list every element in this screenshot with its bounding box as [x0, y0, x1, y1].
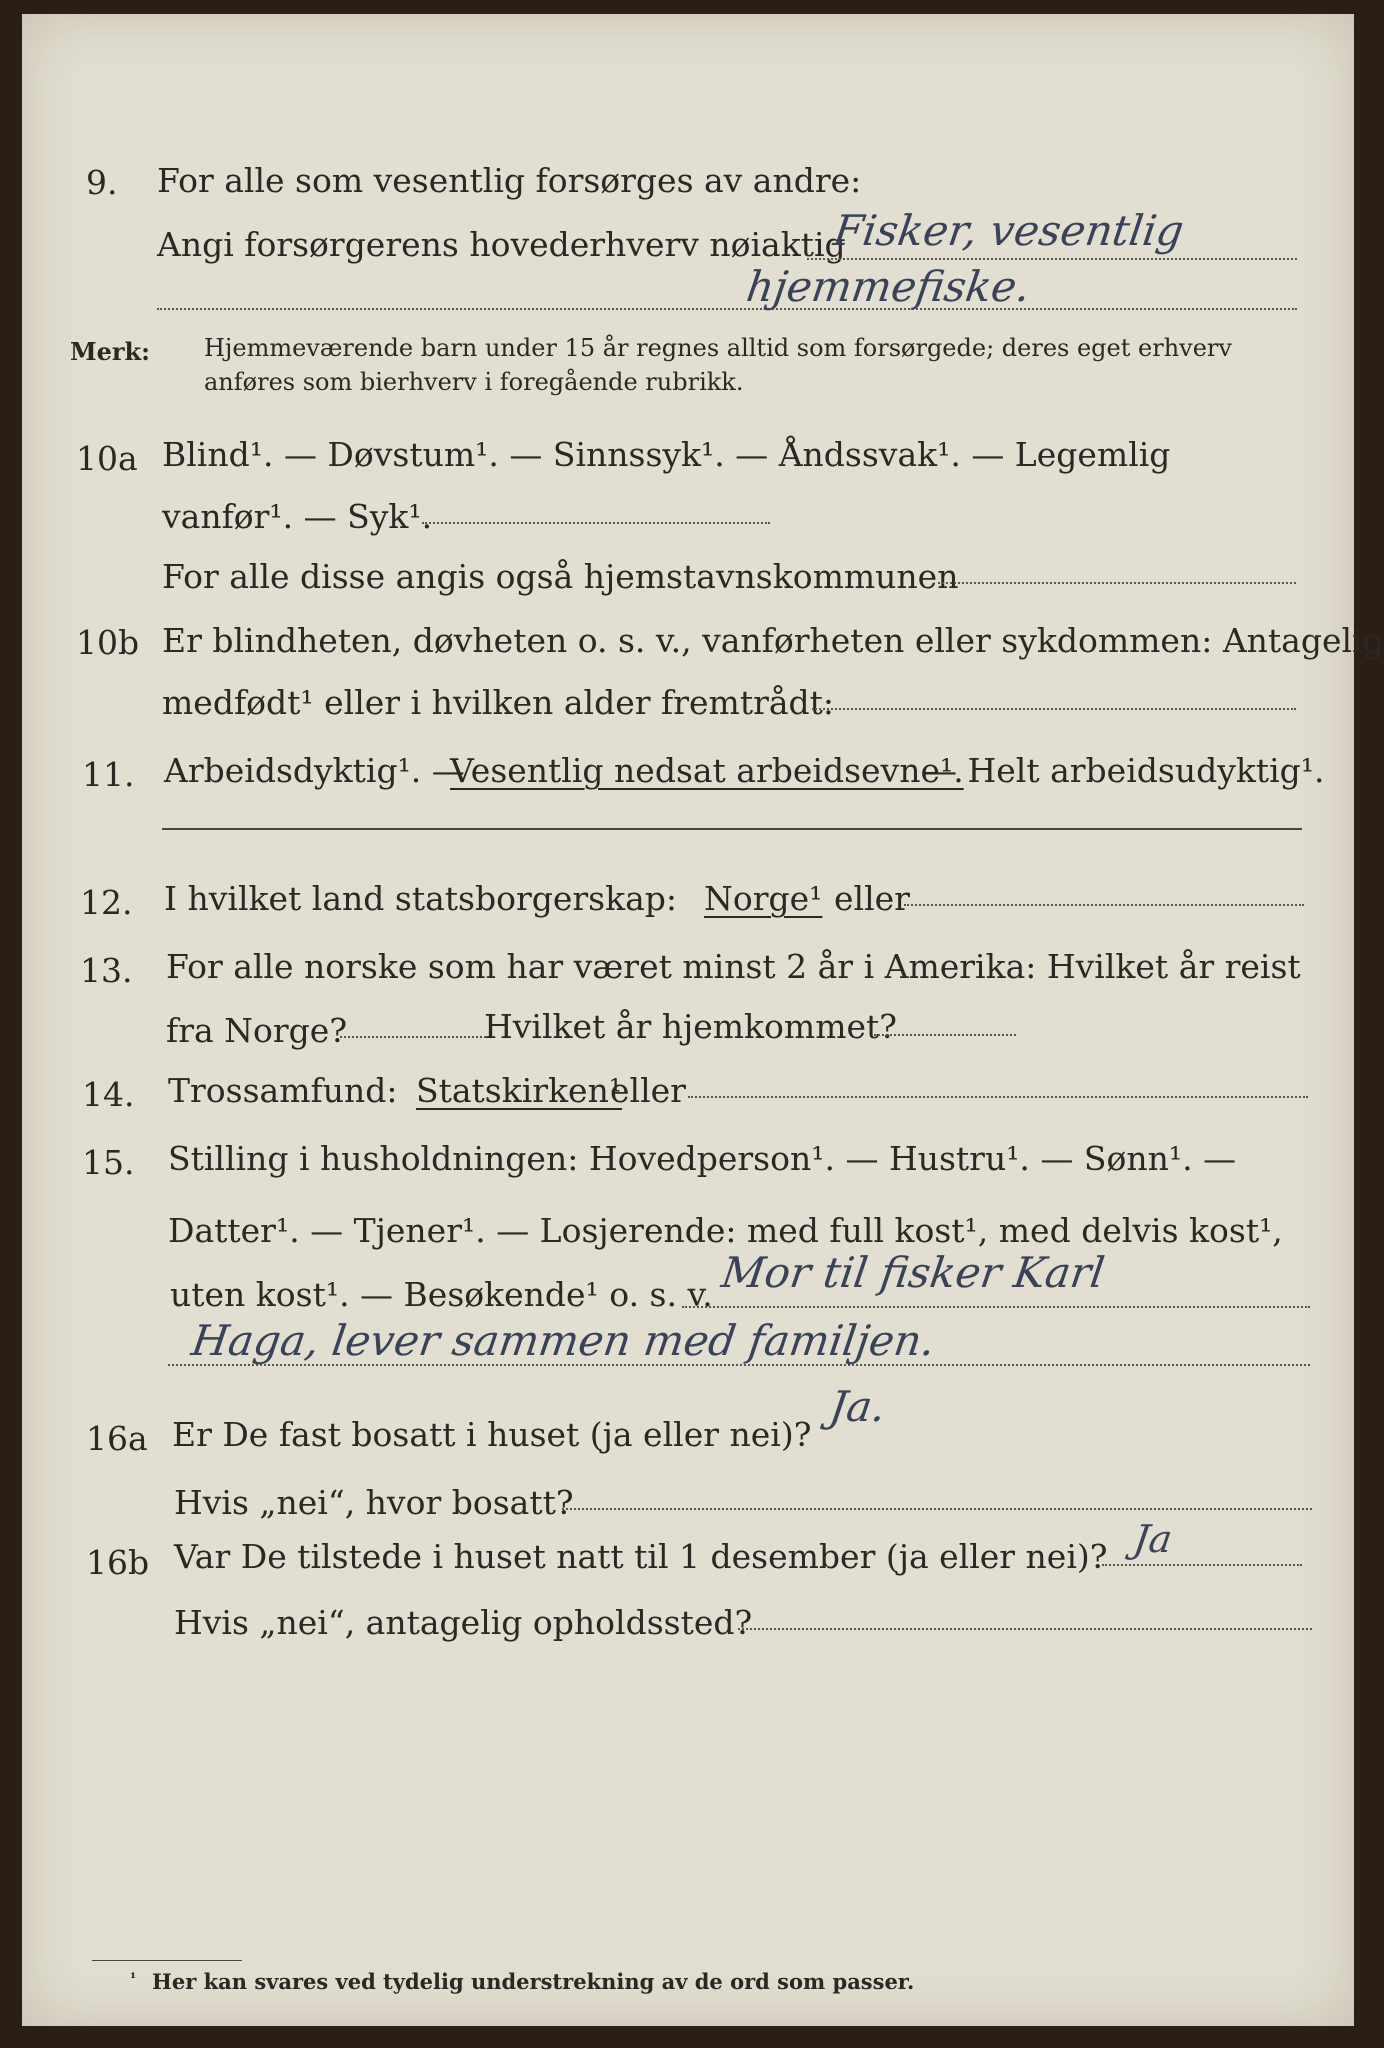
q12-number: 12.	[80, 883, 133, 922]
q15-answer-line1	[682, 1306, 1310, 1308]
q13-reist-line	[340, 1036, 490, 1038]
q10a-answer-line	[422, 522, 770, 524]
q14-part1: Trossamfund:	[168, 1071, 398, 1110]
q16a-number: 16a	[86, 1419, 148, 1458]
q10b-line2: medfødt¹ eller i hvilken alder fremtrådt:	[162, 683, 835, 722]
q9-handwritten-answer1: Fisker, vesentlig	[830, 206, 1187, 255]
q12-part2-underlined: Norge¹	[704, 879, 823, 918]
q12-part1: I hvilket land statsborgerskap:	[164, 879, 678, 918]
q15-handwritten-answer2: Haga, lever sammen med familjen.	[188, 1316, 939, 1365]
footnote-text: Her kan svares ved tydelig understrekning av de ord som passer.	[152, 1969, 915, 1994]
q16a-line1: Er De fast bosatt i huset (ja eller nei)?	[172, 1415, 812, 1454]
q15-number: 15.	[82, 1143, 135, 1182]
merk-line2: anføres som bierhverv i foregående rubrikk.	[204, 368, 744, 396]
q16b-line2: Hvis „nei“, antagelig opholdssted?	[174, 1603, 753, 1642]
q11-answer-line	[162, 828, 1302, 830]
q13-line2a: fra Norge?	[166, 1011, 348, 1050]
q9-answer-line1	[807, 258, 1297, 260]
q10a-number: 10a	[76, 439, 138, 478]
q10a-hjemstavn-line	[938, 582, 1296, 584]
q14-part2-underlined: Statskirken¹	[416, 1071, 623, 1110]
q9-number: 9.	[86, 163, 118, 202]
q16b-opholdssted-line	[738, 1628, 1312, 1630]
q16b-number: 16b	[86, 1543, 150, 1582]
footnote-divider	[92, 1960, 242, 1961]
q16b-handwritten-answer: Ja	[1130, 1517, 1175, 1561]
merk-label: Merk:	[70, 337, 150, 366]
q12-part3: eller	[834, 879, 910, 918]
q14-number: 14.	[82, 1075, 135, 1114]
q11-part1: Arbeidsdyktig¹. —	[164, 751, 465, 790]
q14-answer-line	[688, 1096, 1308, 1098]
merk-line1: Hjemmeværende barn under 15 år regnes alltid som forsørgede; deres eget erhverv	[204, 334, 1232, 362]
q13-line1: For alle norske som har været minst 2 år i Amerika: Hvilket år reist	[166, 947, 1301, 986]
q10a-line1: Blind¹. — Døvstum¹. — Sinnssyk¹. — Åndssvak¹. — Legemlig	[162, 435, 1171, 474]
q10b-answer-line	[812, 708, 1296, 710]
q10b-number: 10b	[76, 623, 140, 662]
q13-number: 13.	[80, 951, 133, 990]
q10a-line2: vanfør¹. — Syk¹.	[162, 497, 433, 536]
q16a-handwritten-answer: Ja.	[826, 1382, 889, 1431]
q13-hjemkommet-line	[874, 1034, 1016, 1036]
q10a-line3: For alle disse angis også hjemstavnskommunen	[162, 557, 959, 596]
q14-part3: eller	[610, 1071, 686, 1110]
q13-line2b: Hvilket år hjemkommet?	[484, 1007, 897, 1046]
q11-part2-underlined: Vesentlig nedsat arbeidsevne¹.	[450, 751, 964, 790]
q15-line3: uten kost¹. — Besøkende¹ o. s. v.	[170, 1275, 713, 1314]
q9-handwritten-answer2: hjemmefiske.	[743, 262, 1034, 311]
q11-part3: — Helt arbeidsudyktig¹.	[924, 751, 1325, 790]
q9-answer-line2	[157, 308, 1297, 310]
census-form-page	[22, 14, 1384, 2026]
q16a-answer-line	[562, 1508, 1312, 1510]
q9-line2: Angi forsørgerens hovederhverv nøiaktig	[157, 225, 846, 264]
q15-handwritten-answer1: Mor til fisker Karl	[718, 1248, 1108, 1297]
q15-line1: Stilling i husholdningen: Hovedperson¹. — Hustru¹. — Sønn¹. —	[168, 1139, 1237, 1178]
q15-line2: Datter¹. — Tjener¹. — Losjerende: med full kost¹, med delvis kost¹,	[168, 1211, 1283, 1250]
q16b-answer-line	[1102, 1564, 1302, 1566]
q9-line1: For alle som vesentlig forsørges av andre:	[157, 161, 862, 200]
footnote-mark: ¹	[130, 1971, 137, 1987]
q16a-line2: Hvis „nei“, hvor bosatt?	[174, 1483, 574, 1522]
q11-number: 11.	[82, 755, 135, 794]
q16b-line1: Var De tilstede i huset natt til 1 desember (ja eller nei)?	[174, 1537, 1108, 1576]
q12-answer-line	[904, 904, 1304, 906]
q10b-line1: Er blindheten, døvheten o. s. v., vanførheten eller sykdommen: Antagelig	[162, 621, 1384, 660]
